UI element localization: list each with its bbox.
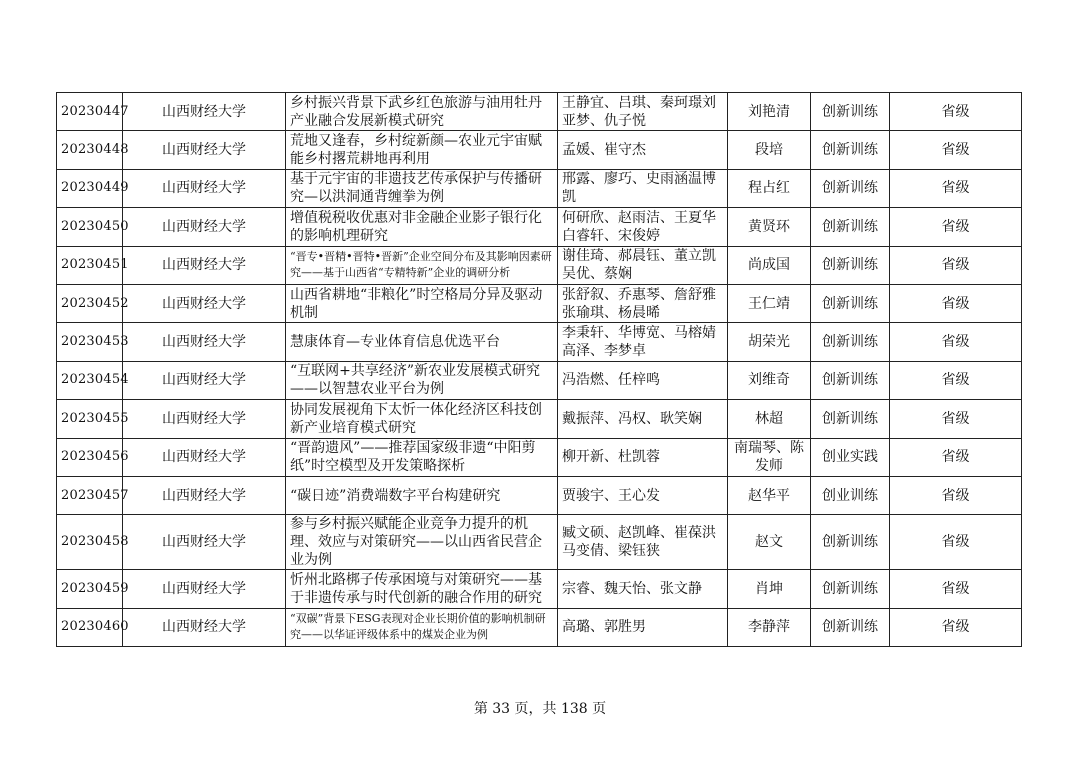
members-cell: 谢佳琦、郝晨钰、董立凯吴优、蔡娴 bbox=[558, 246, 728, 284]
members-cell: 高璐、郭胜男 bbox=[558, 608, 728, 646]
project-title-cell: 协同发展视角下太忻一体化经济区科技创新产业培育模式研究 bbox=[286, 400, 558, 438]
project-type-cell: 创业实践 bbox=[811, 438, 890, 476]
page-number-text: 第 33 页，共 138 页 bbox=[473, 701, 607, 717]
university-cell: 山西财经大学 bbox=[123, 208, 286, 246]
project-type-cell: 创业训练 bbox=[811, 476, 890, 514]
advisor-cell: 刘艳清 bbox=[728, 93, 811, 131]
project-title-cell: 荒地又逢春，乡村绽新颜—农业元宇宙赋能乡村撂荒耕地再利用 bbox=[286, 131, 558, 169]
table-row bbox=[57, 438, 1022, 476]
level-cell: 省级 bbox=[890, 515, 1022, 570]
project-title-cell: 增值税税收优惠对非金融企业影子银行化的影响机理研究 bbox=[286, 208, 558, 246]
project-type-cell: 创新训练 bbox=[811, 93, 890, 131]
project-id-cell: 20230453 bbox=[57, 323, 123, 361]
level-cell: 省级 bbox=[890, 208, 1022, 246]
project-title-cell: 参与乡村振兴赋能企业竞争力提升的机理、效应与对策研究——以山西省民营企业为例 bbox=[286, 515, 558, 570]
project-id-cell: 20230456 bbox=[57, 438, 123, 476]
university-cell: 山西财经大学 bbox=[123, 131, 286, 169]
table-row bbox=[57, 246, 1022, 284]
project-id-cell: 20230447 bbox=[57, 93, 123, 131]
project-type-cell: 创新训练 bbox=[811, 515, 890, 570]
project-table bbox=[56, 92, 1022, 647]
level-cell: 省级 bbox=[890, 438, 1022, 476]
advisor-cell: 赵文 bbox=[728, 515, 811, 570]
members-cell: 邢露、廖巧、史雨涵温博凯 bbox=[558, 169, 728, 207]
level-cell: 省级 bbox=[890, 476, 1022, 514]
table-row bbox=[57, 476, 1022, 514]
project-title-cell: 忻州北路梆子传承困境与对策研究——基于非遗传承与时代创新的融合作用的研究 bbox=[286, 570, 558, 608]
project-id-cell: 20230451 bbox=[57, 246, 123, 284]
table-row bbox=[57, 169, 1022, 207]
level-cell: 省级 bbox=[890, 323, 1022, 361]
advisor-cell: 李静萍 bbox=[728, 608, 811, 646]
project-type-cell: 创新训练 bbox=[811, 608, 890, 646]
advisor-cell: 南瑞琴、陈发师 bbox=[728, 438, 811, 476]
members-cell: 张舒叙、乔惠琴、詹舒雅张瑜琪、杨晨晞 bbox=[558, 284, 728, 322]
project-id-cell: 20230459 bbox=[57, 570, 123, 608]
members-cell: 冯浩燃、任梓鸣 bbox=[558, 361, 728, 399]
project-type-cell: 创新训练 bbox=[811, 570, 890, 608]
level-cell: 省级 bbox=[890, 246, 1022, 284]
members-cell: 李秉轩、华博宽、马榕婧高泽、李梦卓 bbox=[558, 323, 728, 361]
university-cell: 山西财经大学 bbox=[123, 246, 286, 284]
table-row bbox=[57, 208, 1022, 246]
advisor-cell: 林超 bbox=[728, 400, 811, 438]
project-id-cell: 20230455 bbox=[57, 400, 123, 438]
advisor-cell: 胡荣光 bbox=[728, 323, 811, 361]
project-id-cell: 20230454 bbox=[57, 361, 123, 399]
project-type-cell: 创新训练 bbox=[811, 246, 890, 284]
project-id-cell: 20230449 bbox=[57, 169, 123, 207]
project-title-cell: “碳日迹”消费端数字平台构建研究 bbox=[286, 476, 558, 514]
table-row bbox=[57, 93, 1022, 131]
table-row bbox=[57, 570, 1022, 608]
members-cell: 王静宜、吕琪、秦珂璟刘亚梦、仇子悦 bbox=[558, 93, 728, 131]
university-cell: 山西财经大学 bbox=[123, 570, 286, 608]
level-cell: 省级 bbox=[890, 284, 1022, 322]
members-cell: 贾骏宇、王心发 bbox=[558, 476, 728, 514]
project-id-cell: 20230458 bbox=[57, 515, 123, 570]
table-row bbox=[57, 284, 1022, 322]
university-cell: 山西财经大学 bbox=[123, 323, 286, 361]
university-cell: 山西财经大学 bbox=[123, 515, 286, 570]
project-type-cell: 创新训练 bbox=[811, 284, 890, 322]
table-body bbox=[57, 93, 1022, 647]
project-title-cell: “晋韵遗风”——推荐国家级非遗“中阳剪纸”时空模型及开发策略探析 bbox=[286, 438, 558, 476]
project-type-cell: 创新训练 bbox=[811, 323, 890, 361]
advisor-cell: 刘维奇 bbox=[728, 361, 811, 399]
project-title-cell: 山西省耕地“非粮化”时空格局分异及驱动机制 bbox=[286, 284, 558, 322]
project-id-cell: 20230452 bbox=[57, 284, 123, 322]
project-id-cell: 20230450 bbox=[57, 208, 123, 246]
university-cell: 山西财经大学 bbox=[123, 93, 286, 131]
table-row bbox=[57, 131, 1022, 169]
project-title-cell: “晋专•晋精•晋特•晋新”企业空间分布及其影响因素研究——基于山西省“专精特新”企业的调研分析 bbox=[286, 246, 558, 284]
university-cell: 山西财经大学 bbox=[123, 438, 286, 476]
table-row bbox=[57, 515, 1022, 570]
advisor-cell: 尚成国 bbox=[728, 246, 811, 284]
project-type-cell: 创新训练 bbox=[811, 169, 890, 207]
table-row bbox=[57, 323, 1022, 361]
project-title-cell: “互联网+共享经济”新农业发展模式研究——以智慧农业平台为例 bbox=[286, 361, 558, 399]
advisor-cell: 黄贤环 bbox=[728, 208, 811, 246]
advisor-cell: 赵华平 bbox=[728, 476, 811, 514]
level-cell: 省级 bbox=[890, 131, 1022, 169]
table-row bbox=[57, 361, 1022, 399]
project-id-cell: 20230448 bbox=[57, 131, 123, 169]
university-cell: 山西财经大学 bbox=[123, 476, 286, 514]
project-type-cell: 创新训练 bbox=[811, 361, 890, 399]
level-cell: 省级 bbox=[890, 400, 1022, 438]
project-title-cell: “双碳”背景下ESG表现对企业长期价值的影响机制研究——以华证评级体系中的煤炭企业为例 bbox=[286, 608, 558, 646]
level-cell: 省级 bbox=[890, 93, 1022, 131]
project-title-cell: 基于元宇宙的非遗技艺传承保护与传播研究—以洪洞通背缠拳为例 bbox=[286, 169, 558, 207]
advisor-cell: 肖坤 bbox=[728, 570, 811, 608]
project-type-cell: 创新训练 bbox=[811, 400, 890, 438]
members-cell: 宗睿、魏天怡、张文静 bbox=[558, 570, 728, 608]
advisor-cell: 王仁靖 bbox=[728, 284, 811, 322]
level-cell: 省级 bbox=[890, 608, 1022, 646]
page-footer bbox=[0, 698, 1080, 718]
project-type-cell: 创新训练 bbox=[811, 131, 890, 169]
level-cell: 省级 bbox=[890, 570, 1022, 608]
members-cell: 孟媛、崔守杰 bbox=[558, 131, 728, 169]
project-id-cell: 20230460 bbox=[57, 608, 123, 646]
university-cell: 山西财经大学 bbox=[123, 608, 286, 646]
advisor-cell: 段培 bbox=[728, 131, 811, 169]
project-title-cell: 慧康体育—专业体育信息优选平台 bbox=[286, 323, 558, 361]
university-cell: 山西财经大学 bbox=[123, 169, 286, 207]
table-row bbox=[57, 608, 1022, 646]
university-cell: 山西财经大学 bbox=[123, 400, 286, 438]
project-title-cell: 乡村振兴背景下武乡红色旅游与油用牡丹产业融合发展新模式研究 bbox=[286, 93, 558, 131]
members-cell: 何研欣、赵雨洁、王夏华白睿轩、宋俊婷 bbox=[558, 208, 728, 246]
table-row bbox=[57, 400, 1022, 438]
university-cell: 山西财经大学 bbox=[123, 361, 286, 399]
advisor-cell: 程占红 bbox=[728, 169, 811, 207]
university-cell: 山西财经大学 bbox=[123, 284, 286, 322]
level-cell: 省级 bbox=[890, 361, 1022, 399]
members-cell: 柳开新、杜凯蓉 bbox=[558, 438, 728, 476]
level-cell: 省级 bbox=[890, 169, 1022, 207]
project-type-cell: 创新训练 bbox=[811, 208, 890, 246]
members-cell: 戴振萍、冯权、耿笑娴 bbox=[558, 400, 728, 438]
project-id-cell: 20230457 bbox=[57, 476, 123, 514]
members-cell: 臧文硕、赵凯峰、崔葆洪马变倩、梁钰狭 bbox=[558, 515, 728, 570]
